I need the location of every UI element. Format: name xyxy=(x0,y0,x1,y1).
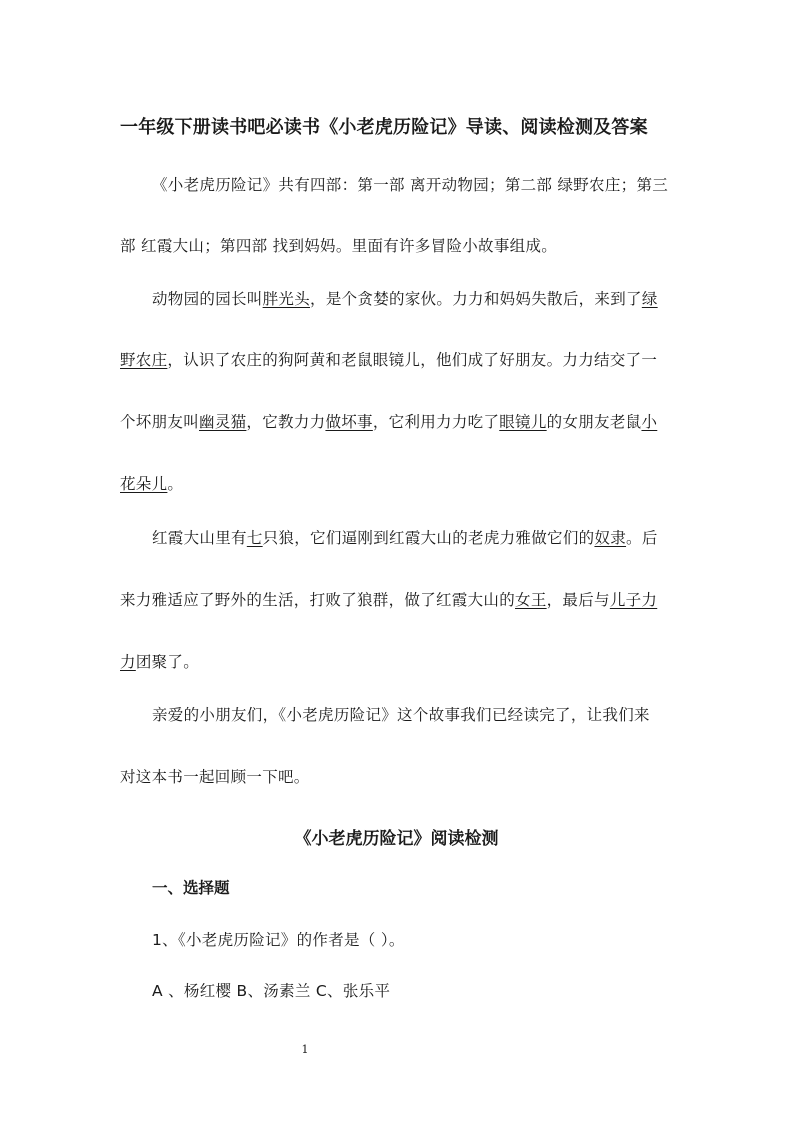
document-title: 一年级下册读书吧必读书《小老虎历险记》导读、阅读检测及答案 xyxy=(120,117,648,138)
underlined-term: 绿 xyxy=(641,290,658,308)
intro-paragraph-1-line-2: 部 红霞大山；第四部 找到妈妈。里面有许多冒险小故事组成。 xyxy=(120,237,558,255)
intro-paragraph-2-line-4: 花朵儿。 xyxy=(120,475,184,493)
intro-paragraph-1-line-1: 《小老虎历险记》共有四部：第一部 离开动物园；第二部 绿野农庄；第三 xyxy=(152,176,669,194)
intro-paragraph-3-line-1: 红霞大山里有七只狼，它们逼刚到红霞大山的老虎力雅做它们的奴隶。后 xyxy=(152,529,658,547)
section-heading-choice: 一、选择题 xyxy=(152,879,230,897)
underlined-term: 花朵儿 xyxy=(120,475,168,493)
intro-paragraph-2-line-3: 个坏朋友叫幽灵猫，它教力力做坏事，它利用力力吃了眼镜儿的女朋友老鼠小 xyxy=(120,413,658,431)
underlined-term: 女王 xyxy=(515,591,547,609)
intro-paragraph-2-line-1: 动物园的园长叫胖光头，是个贪婪的家伙。力力和妈妈失散后，来到了绿 xyxy=(152,290,658,308)
question-1-options: A 、杨红樱 B、汤素兰 C、张乐平 xyxy=(152,982,391,1000)
underlined-term: 儿子力 xyxy=(609,591,658,609)
intro-paragraph-2-line-2: 野农庄，认识了农庄的狗阿黄和老鼠眼镜儿，他们成了好朋友。力力结交了一 xyxy=(120,351,658,369)
underlined-term: 野农庄 xyxy=(120,351,168,369)
test-heading: 《小老虎历险记》阅读检测 xyxy=(294,829,499,849)
underlined-term: 幽灵猫 xyxy=(199,413,247,431)
intro-paragraph-4-line-2: 对这本书一起回顾一下吧。 xyxy=(120,768,310,786)
intro-paragraph-3-line-2: 来力雅适应了野外的生活，打败了狼群，做了红霞大山的女王，最后与儿子力 xyxy=(120,591,658,609)
underlined-term: 胖光头 xyxy=(262,290,311,308)
underlined-term: 眼镜儿 xyxy=(499,413,547,431)
page-number: 1 xyxy=(301,1043,309,1056)
underlined-term: 七 xyxy=(246,529,263,547)
intro-paragraph-4-line-1: 亲爱的小朋友们，《小老虎历险记》这个故事我们已经读完了，让我们来 xyxy=(152,706,650,724)
underlined-term: 小 xyxy=(641,413,658,431)
underlined-term: 力 xyxy=(120,653,136,671)
underlined-term: 奴隶 xyxy=(594,529,627,547)
underlined-term: 做坏事 xyxy=(325,413,373,431)
intro-paragraph-3-line-3: 力团聚了。 xyxy=(120,653,200,671)
question-1: 1、《小老虎历险记》的作者是（ ）。 xyxy=(152,931,405,949)
